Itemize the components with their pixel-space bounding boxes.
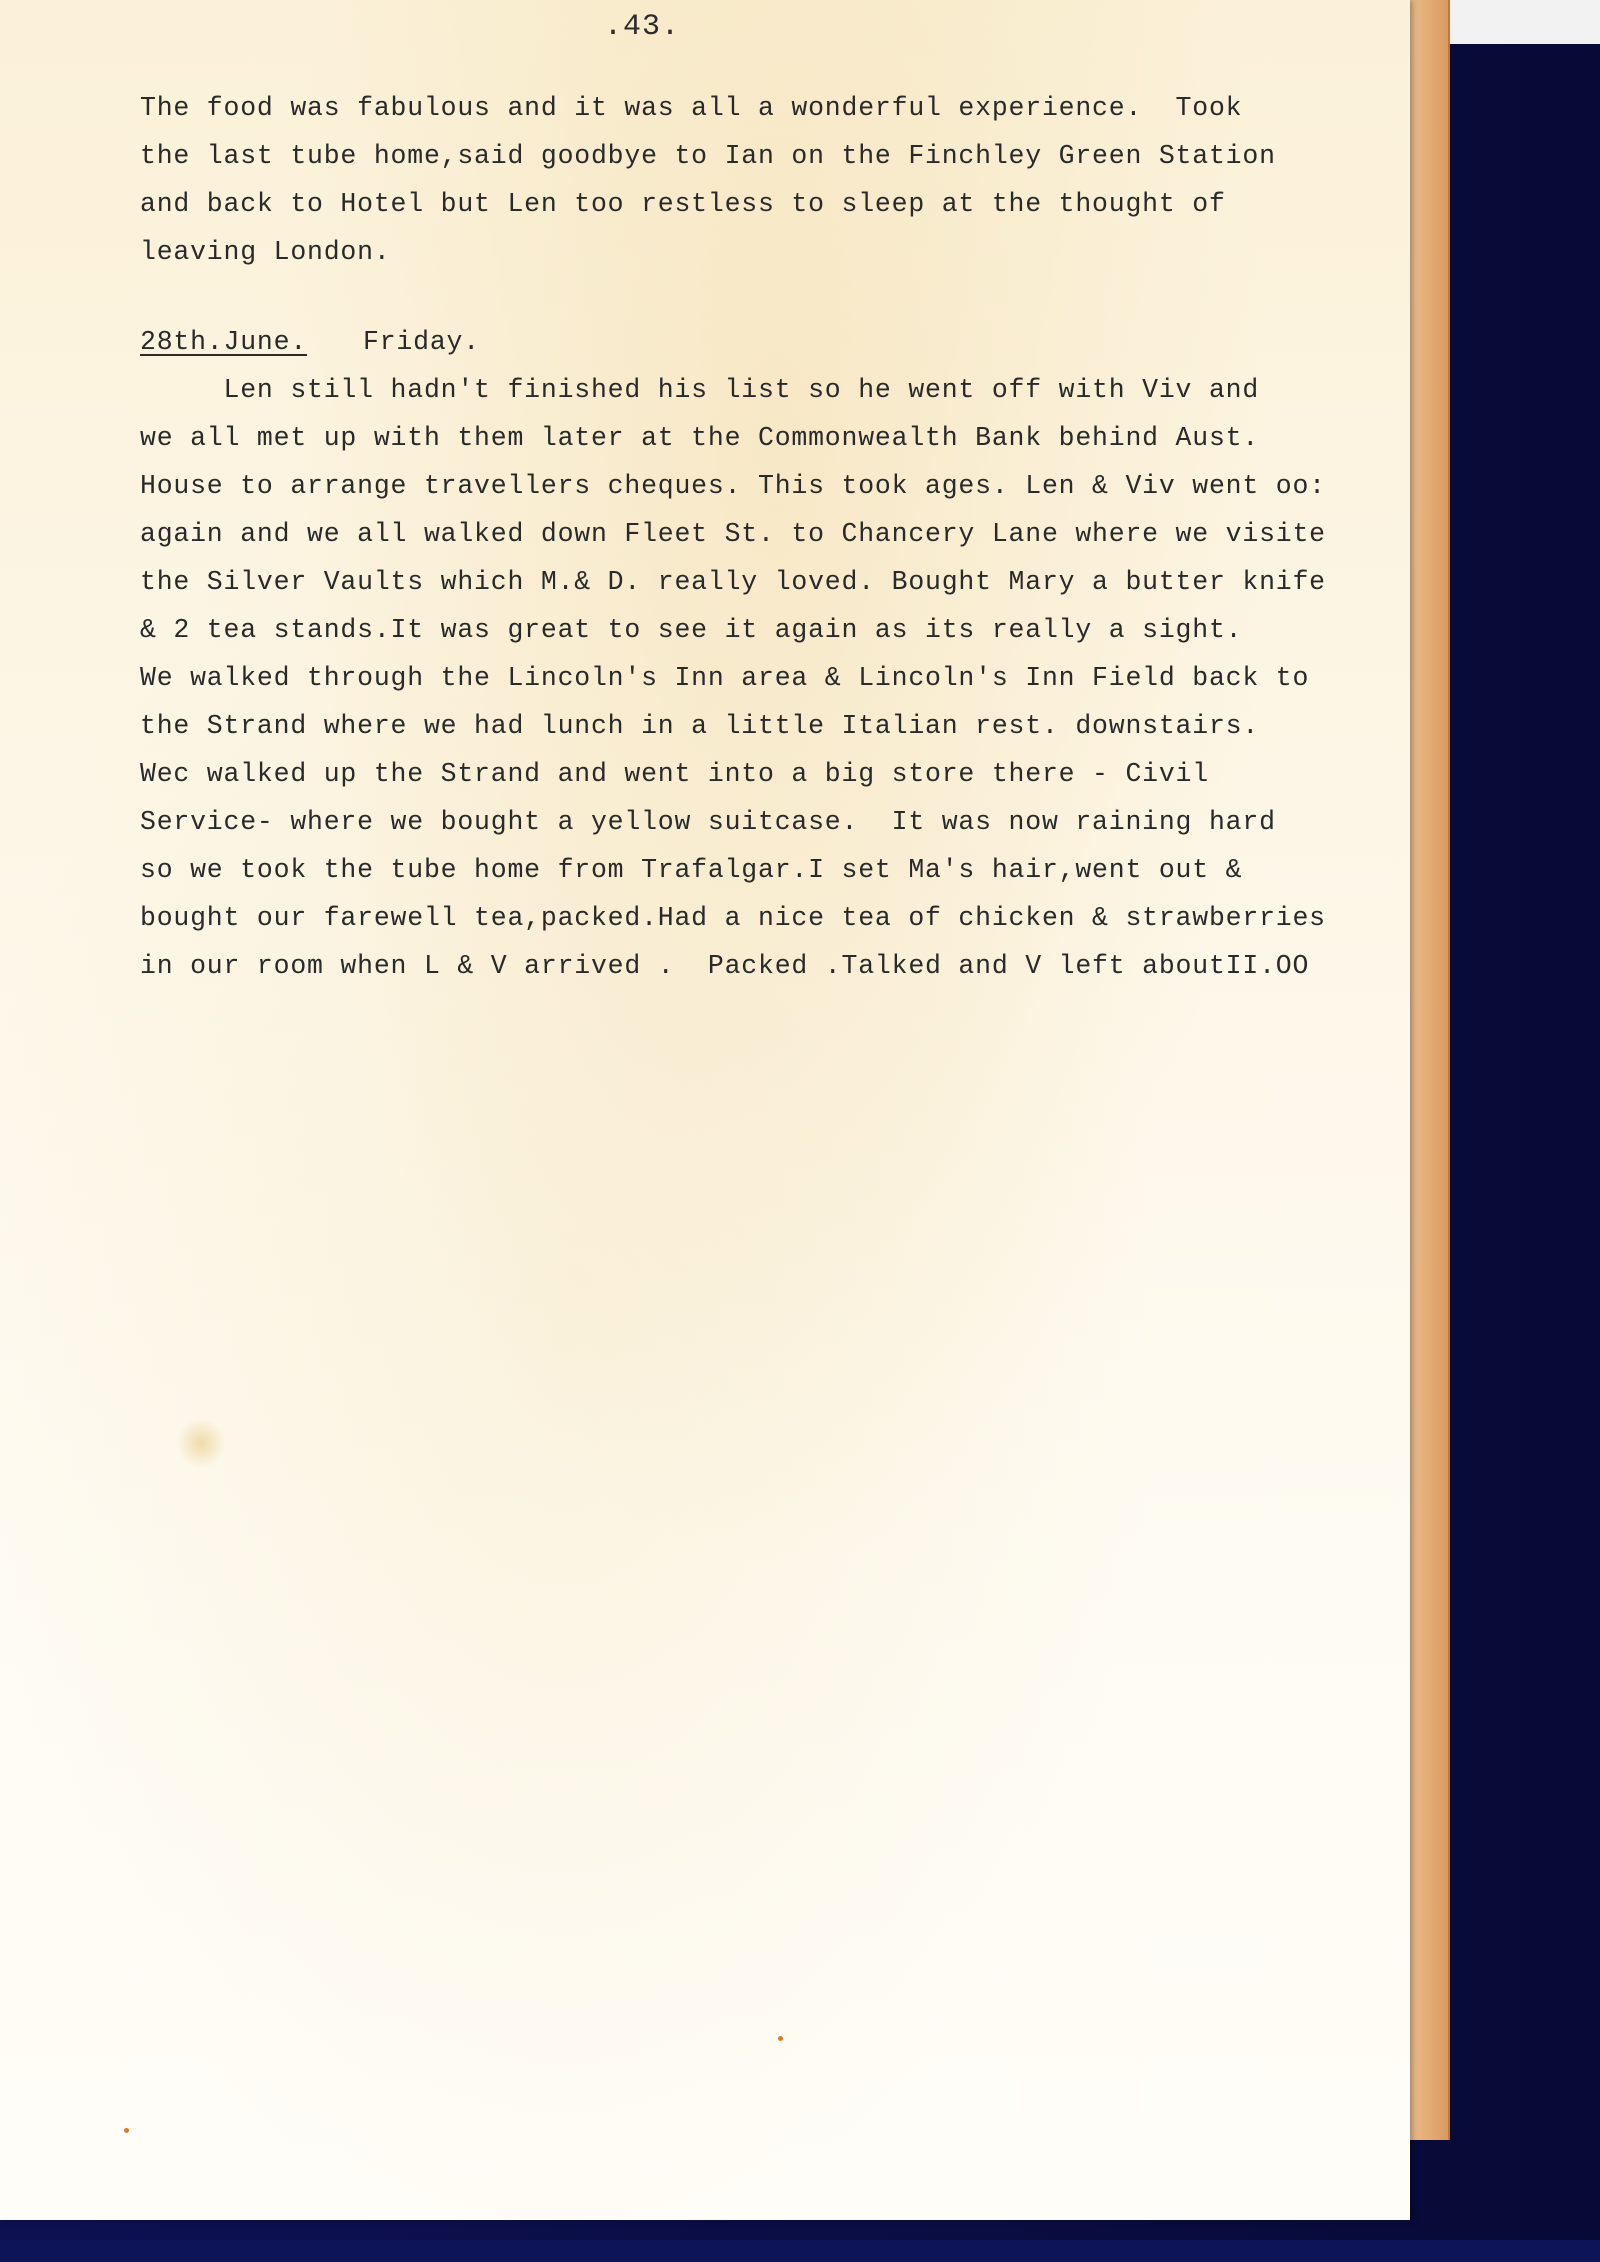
paper-stain (176, 1418, 226, 1468)
entry-line: Service- where we bought a yellow suitcase. It was now raining hard (140, 807, 1276, 837)
entry-line: again and we all walked down Fleet St. to Chancery Lane where we visite (140, 519, 1326, 549)
entry-line: bought our farewell tea,packed.Had a nice tea of chicken & strawberries (140, 903, 1326, 933)
entry-line: Len still hadn't finished his list so he went off with Viv and (140, 375, 1260, 405)
intro-line: The food was fabulous and it was all a wonderful experience. Took (140, 93, 1243, 123)
intro-line: leaving London. (140, 237, 391, 267)
typed-body-text (140, 84, 1410, 990)
entry-day: Friday. (363, 327, 480, 357)
entry-date: 28th.June. (140, 327, 308, 357)
entry-line: we all met up with them later at the Commonwealth Bank behind Aust. (140, 423, 1260, 453)
entry-line: so we took the tube home from Trafalgar.I set Ma's hair,went out & (140, 855, 1243, 885)
entry-line: in our room when L & V arrived . Packed .Talked and V left aboutII.OO (140, 951, 1310, 981)
entry-line: House to arrange travellers cheques. This took ages. Len & Viv went oo: (140, 471, 1326, 501)
entry-line: the Silver Vaults which M.& D. really loved. Bought Mary a butter knife (140, 567, 1326, 597)
scanner-bed-strip (1440, 0, 1600, 44)
ink-speck (124, 2128, 129, 2133)
intro-line: and back to Hotel but Len too restless to sleep at the thought of (140, 189, 1226, 219)
scanner-bed-bottom (0, 2240, 1600, 2262)
entry-line: Wec walked up the Strand and went into a big store there - Civil (140, 759, 1209, 789)
diary-entry-heading (140, 318, 1410, 366)
page-number: .43. (604, 10, 681, 44)
intro-line: the last tube home,said goodbye to Ian on the Finchley Green Station (140, 141, 1276, 171)
ink-speck (778, 2036, 783, 2041)
entry-line: the Strand where we had lunch in a little Italian rest. downstairs. (140, 711, 1260, 741)
entry-line: & 2 tea stands.It was great to see it again as its really a sight. (140, 615, 1243, 645)
entry-line: We walked through the Lincoln's Inn area & Lincoln's Inn Field back to (140, 663, 1310, 693)
